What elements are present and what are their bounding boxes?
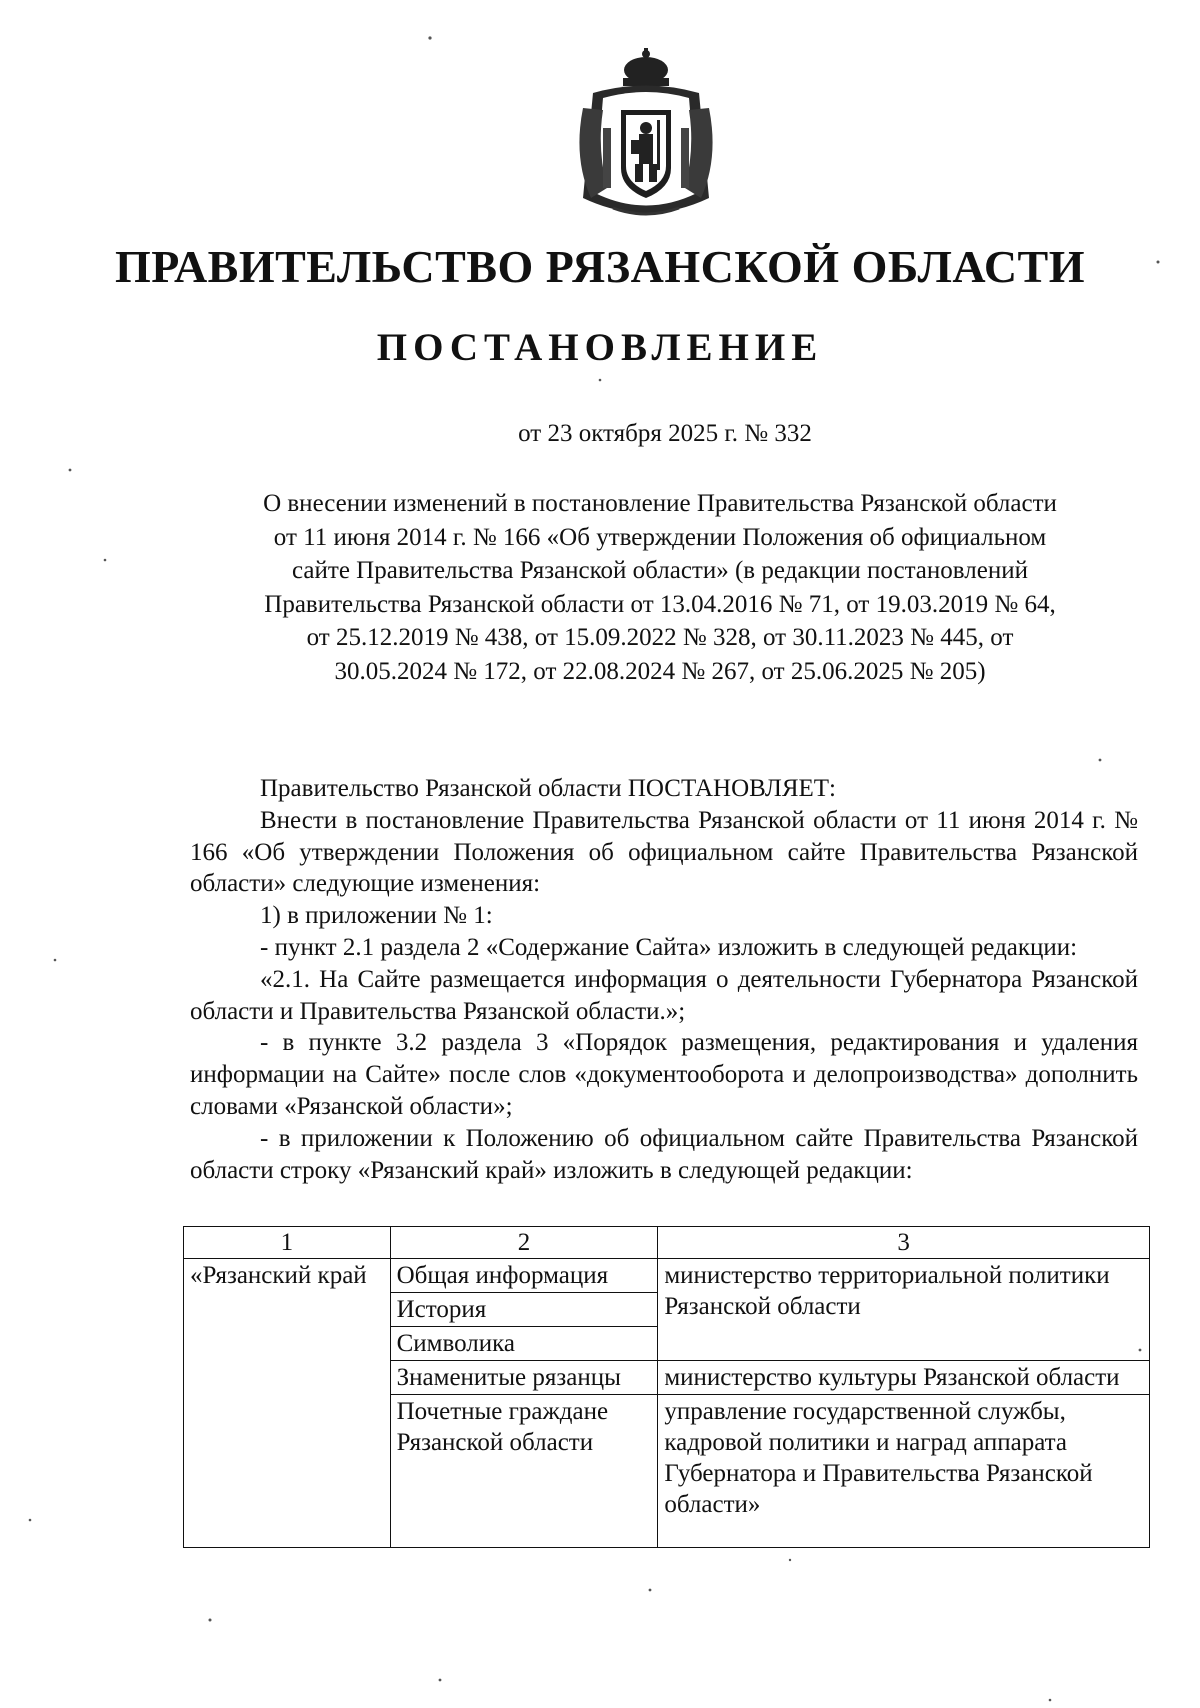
subsection-cell: Знаменитые рязанцы <box>390 1361 658 1395</box>
body-paragraph: - в приложении к Положению об официальном сайте Правительства Рязанской области строку «Рязанский край» изложить в следующей редакции: <box>190 1124 1138 1184</box>
subsection-cell: История <box>390 1293 658 1327</box>
subsection-cell: Почетные граждане Рязанской области <box>390 1395 658 1548</box>
document-date-number: от 23 октября 2025 г. № 332 <box>518 420 812 447</box>
body-paragraph: «2.1. На Сайте размещается информация о деятельности Губернатора Рязанской области и Правительства Рязанской области.»; <box>190 965 1138 1025</box>
body-paragraph: Правительство Рязанской области ПОСТАНОВЛЯЕТ: <box>260 775 836 802</box>
subsection-cell: Символика <box>390 1327 658 1361</box>
table-header-row <box>184 1227 1150 1259</box>
body-paragraph: 1) в приложении № 1: <box>260 902 493 930</box>
table-row <box>184 1259 1150 1293</box>
document-subject: О внесении изменений в постановление Правительства Рязанской области от 11 июня 2014 г. № 166 «Об утверждении Положения об официальном сайте Правительства Рязанской области» (в редакции постановлений Правительства Рязанской области от 13.04.2016 № 71, от 19.03.2019 № 64, от 25.12.2019 № 438, от 15.09.2022 № 328, от 30.11.2023 № 445, от 30.05.2024 № 172, от 22.08.2024 № 267, от 25.06.2025 № 205) <box>263 490 1057 685</box>
coat-of-arms-icon <box>573 48 719 228</box>
table-header-cell: 1 <box>184 1227 391 1259</box>
responsible-cell: управление государственной службы, кадровой политики и наград аппарата Губернатора и Правительства Рязанской области» <box>658 1395 1150 1548</box>
organization-title: ПРАВИТЕЛЬСТВО РЯЗАНСКОЙ ОБЛАСТИ <box>114 241 1086 292</box>
body-paragraph: - пункт 2.1 раздела 2 «Содержание Сайта» изложить в следующей редакции: <box>260 933 1078 961</box>
table-header-cell: 2 <box>390 1227 658 1259</box>
body-paragraph: - в пункте 3.2 раздела 3 «Порядок размещения, редактирования и удаления информации на Сайте» после слов «документооборота и делопроизводства» дополнить словами «Рязанской области»; <box>190 1029 1138 1120</box>
body-paragraph: Внести в постановление Правительства Рязанской области от 11 июня 2014 г. № 166 «Об утверждении Положения об официальном сайте Правительства Рязанской области» следующие изменения: <box>190 806 1138 898</box>
document-body <box>190 773 1138 1186</box>
section-cell: «Рязанский край <box>184 1259 391 1548</box>
site-sections-table <box>183 1226 1150 1548</box>
subsection-cell: Общая информация <box>390 1259 658 1293</box>
document-type-title: ПОСТАНОВЛЕНИЕ <box>376 326 824 369</box>
table-header-cell: 3 <box>658 1227 1150 1259</box>
crown-icon <box>623 48 669 86</box>
responsible-cell: министерство культуры Рязанской области <box>658 1361 1150 1395</box>
responsible-cell: министерство территориальной политики Рязанской области <box>658 1259 1150 1361</box>
